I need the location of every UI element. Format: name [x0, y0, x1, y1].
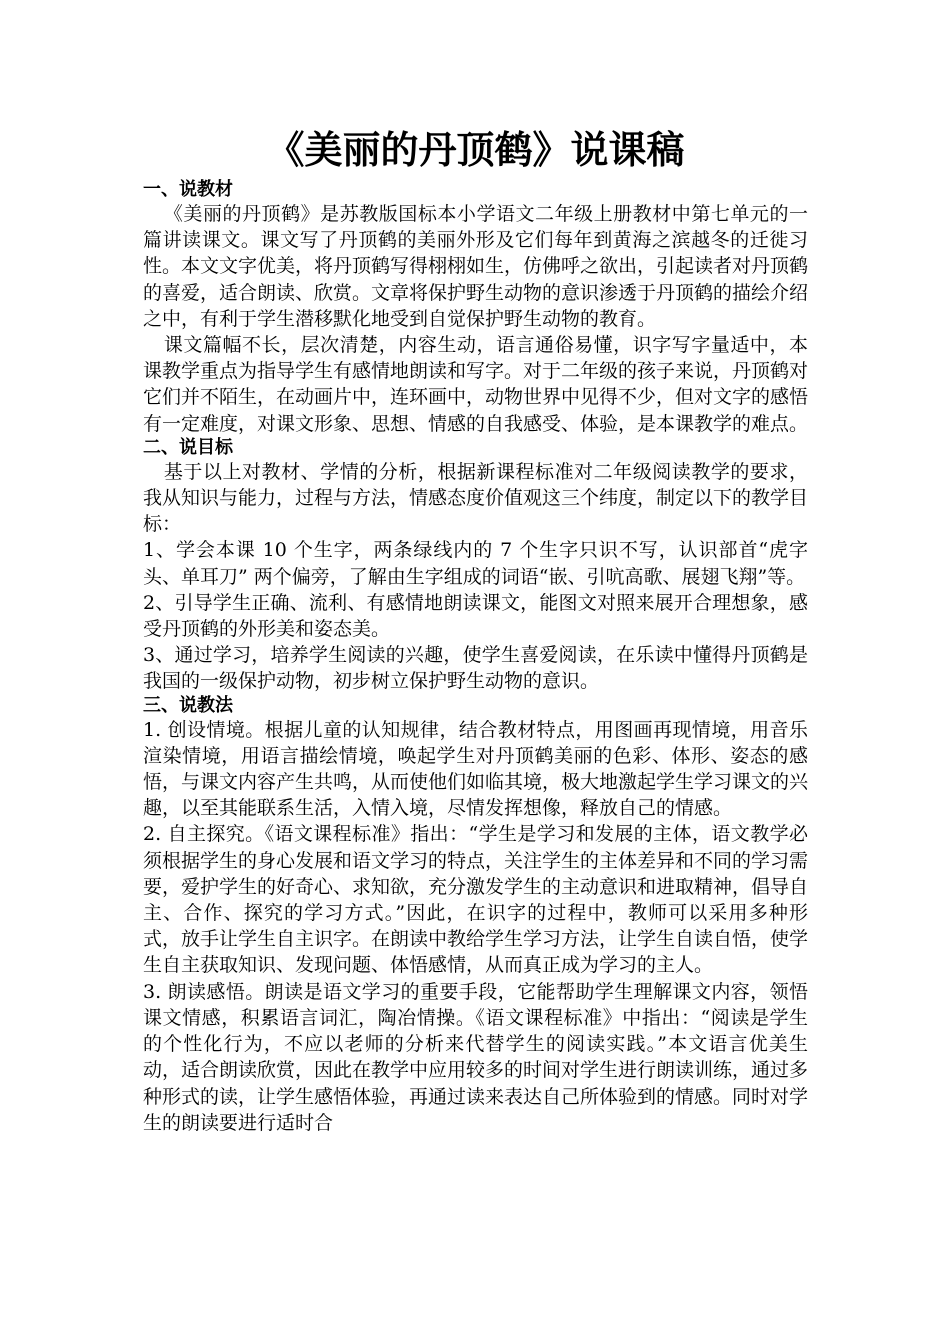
paragraph: 课文篇幅不长，层次清楚，内容生动，语言通俗易懂，识字写字量适中，本课教学重点为指导学生有感情地朗读和写字。对于二年级的孩子来说，丹顶鹤对它们并不陌生，在动画片中，连环画中，动物世界中见得不少，但对文字的感悟有一定难度，对课文形象、思想、情感的自我感受、体验，是本课教学的难点。 [143, 334, 809, 435]
section-heading: 二、说目标 [143, 436, 233, 458]
method-item: 2. 自主探究。《语文课程标准》指出：“学生是学习和发展的主体，语文教学必须根据学生的身心发展和语文学习的特点，关注学生的主体差异和不同的学习需要，爱护学生的好奇心、求知欲，充分激发学生的主动意识和进取精神，倡导自主、合作、探究的学习方式。”因此，在识字的过程中，教师可以采用多种形式，放手让学生自主识字。在朗读中教给学生学习方法，让学生自读自悟，使学生自主获取知识、发现问题、体悟感情，从而真正成为学习的主人。 [143, 823, 809, 977]
document-title: 《美丽的丹顶鹤》说课稿 [266, 128, 685, 172]
objective-item: 3、通过学习，培养学生阅读的兴趣，使学生喜爱阅读，在乐读中懂得丹顶鹤是我国的一级保护动物，初步树立保护野生动物的意识。 [143, 644, 808, 693]
paragraph: 《美丽的丹顶鹤》是苏教版国标本小学语文二年级上册教材中第七单元的一篇讲读课文。课文写了丹顶鹤的美丽外形及它们每年到黄海之滨越冬的迁徙习性。本文文字优美，将丹顶鹤写得栩栩如生，仿佛呼之欲出，引起读者对丹顶鹤的喜爱，适合朗读、欣赏。文章将保护野生动物的意识渗透于丹顶鹤的描绘介绍之中，有利于学生潜移默化地受到自觉保护野生动物的教育。 [143, 203, 809, 330]
section-heading: 三、说教法 [143, 694, 233, 716]
method-item: 3. 朗读感悟。朗读是语文学习的重要手段，它能帮助学生理解课文内容，领悟课文情感，积累语言词汇，陶冶情操。《语文课程标准》中指出：“阅读是学生的个性化行为，不应以老师的分析来代替学生的阅读实践。”本文语言优美生动，适合朗读欣赏，因此在教学中应用较多的时间对学生进行朗读训练，通过多种形式的读，让学生感悟体验，再通过读来表达自己所体验到的情感。同时对学生的朗读要进行适时合 [143, 980, 809, 1134]
paragraph: 基于以上对教材、学情的分析，根据新课程标准对二年级阅读教学的要求，我从知识与能力，过程与方法，情感态度价值观这三个纬度，制定以下的教学目标： [143, 460, 809, 536]
objective-item: 1、学会本课 10 个生字，两条绿线内的 7 个生字只识不写，认识部首“虎字头、单耳刀” 两个偏旁，了解由生字组成的词语“嵌、引吭高歌、展翅飞翔”等。 [143, 539, 808, 588]
section-teaching-method [143, 695, 808, 1136]
objective-item: 2、引导学生正确、流利、有感情地朗读课文，能图文对照来展开合理想象，感受丹顶鹤的外形美和姿态美。 [143, 591, 808, 641]
section-teaching-material [143, 179, 808, 437]
document-body [143, 121, 808, 1136]
section-heading: 一、说教材 [143, 179, 233, 200]
method-item: 1. 创设情境。根据儿童的认知规律，结合教材特点，用图画再现情境，用音乐渲染情境，用语言描绘情境，唤起学生对丹顶鹤美丽的色彩、体形、姿态的感悟，与课文内容产生共鸣，从而使他们如临其境，极大地激起学生学习课文的兴趣，以至其能联系生活，入情入境，尽情发挥想像，释放自己的情感。 [143, 718, 809, 820]
section-objectives [143, 437, 808, 695]
